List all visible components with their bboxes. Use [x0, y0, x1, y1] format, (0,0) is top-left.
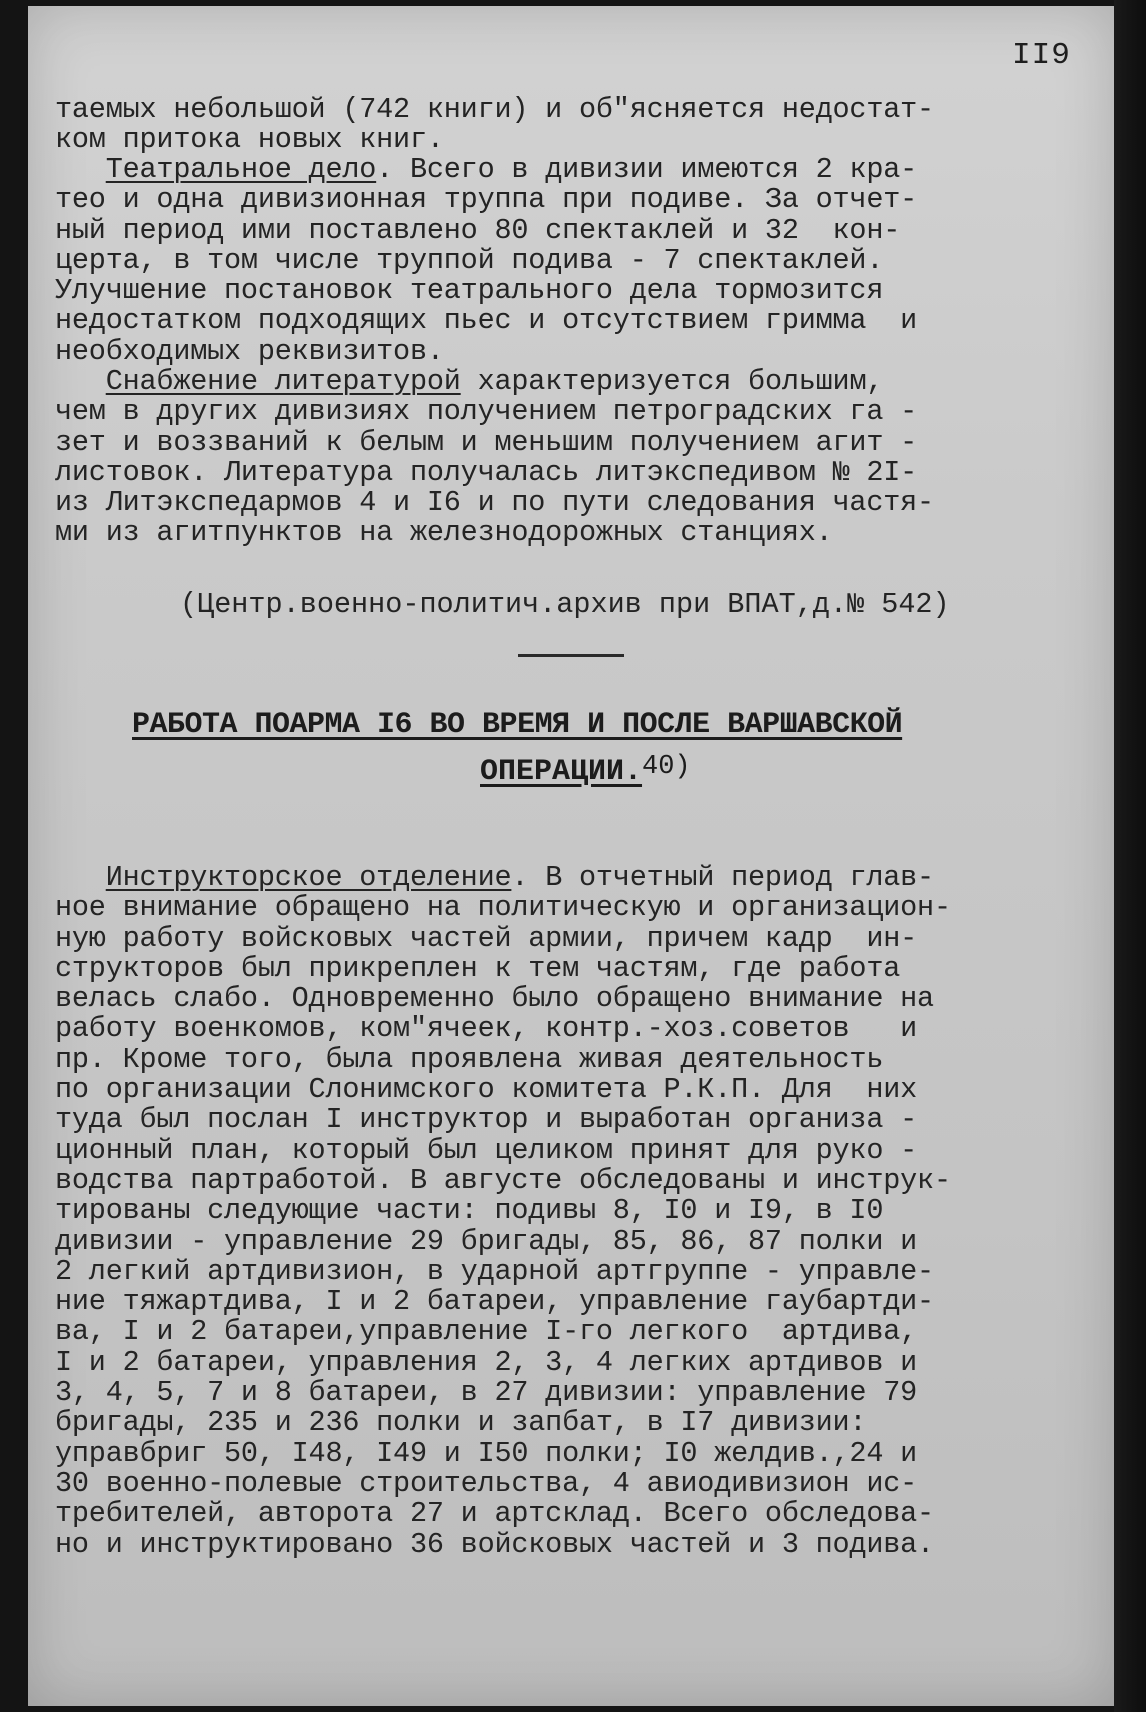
text-line: но и инструктировано 36 войсковых частей и 3 подива.: [55, 1527, 934, 1561]
text-line: управбриг 50, I48, I49 и I50 полки; I0 желдив.,24 и: [55, 1436, 918, 1470]
text-line: таемых небольшой (742 книги) и об"ясняется недостат-: [55, 93, 934, 126]
theatre-heading: Театральное дело: [105, 153, 377, 186]
text-line: туда был послан I инструктор и выработан организа -: [55, 1103, 918, 1137]
text-line: ком притока новых книг.: [55, 123, 444, 157]
scan-edge: [1114, 0, 1146, 1712]
page-number: II9: [1012, 38, 1071, 73]
text-line: тированы следующие части: подивы 8, I0 и I9, в I0: [55, 1194, 884, 1228]
text-line: характеризуется большим,: [460, 365, 884, 398]
text-line: работу военкомов, ком"ячеек, контр.-хоз.советов и: [55, 1012, 918, 1046]
text-line: чем в других дивизиях получением петроградских га -: [55, 395, 918, 429]
section-title-line1: РАБОТА ПОАРМА I6 ВО ВРЕМЯ И ПОСЛЕ ВАРШАВСКОЙ: [132, 708, 903, 742]
text-line: требителей, авторота 27 и артсклад. Всего обследова-: [55, 1497, 934, 1531]
section-title-line2: [480, 752, 691, 789]
text-line: пр. Кроме того, была проявлена живая деятельность: [55, 1042, 884, 1076]
supply-heading: Снабжение литературой: [105, 365, 461, 398]
paragraph-instructor-department: [55, 863, 1097, 1560]
text-line: Улучшение постановок театрального дела тормозится: [55, 274, 884, 308]
text-line: церта, в том числе труппой подива - 7 спектаклей.: [55, 243, 884, 277]
section-divider: [518, 654, 624, 657]
text-line: . Всего в дивизии имеются 2 кра-: [376, 153, 918, 186]
text-line: зет и воззваний к белым и меньшим получением агит -: [55, 425, 918, 459]
text-line: ние тяжартдива, I и 2 батареи, управление гаубартди-: [55, 1285, 934, 1319]
text-line: 2 легкий артдивизион, в ударной артгруппе - управле-: [55, 1254, 934, 1288]
text-line: по организации Слонимского комитета Р.К.П. Для них: [55, 1073, 918, 1107]
text-line: ми из агитпунктов на железнодорожных станциях.: [55, 516, 833, 550]
text-line: водства партработой. В августе обследованы и инструк-: [55, 1163, 951, 1197]
text-line: дивизии - управление 29 бригады, 85, 86, 87 полки и: [55, 1224, 918, 1258]
text-line: . В отчетный период глав-: [511, 861, 934, 894]
text-line: из Литэкспедармов 4 и I6 и по пути следования частя-: [55, 486, 934, 520]
text-line: 3, 4, 5, 7 и 8 батареи, в 27 дивизии: управление 79: [55, 1376, 918, 1410]
text-line: велась слабо. Одновременно было обращено внимание на: [55, 982, 934, 1016]
text-line: структоров был прикреплен к тем частям, где работа: [55, 951, 901, 985]
instructor-heading: Инструкторское отделение: [105, 861, 512, 894]
text-line: 30 военно-полевые строительства, 4 авиодивизион ис-: [55, 1466, 918, 1500]
section-title-word: ОПЕРАЦИИ.: [480, 755, 643, 789]
text-line: необходимых реквизитов.: [55, 334, 444, 368]
paragraph-theatre: [55, 155, 1097, 367]
text-line: недостатком подходящих пьес и отсутствием гримма и: [55, 304, 918, 338]
text-line: I и 2 батареи, управления 2, 3, 4 легких артдивов и: [55, 1345, 918, 1379]
paragraph-library-end: [55, 95, 1097, 156]
text-line: листовок. Литература получалась литэкспедивом № 2I-: [55, 455, 918, 489]
archive-source: (Центр.военно-политич.архив при ВПАТ,д.№ 542): [180, 588, 950, 621]
text-line: ное внимание обращено на политическую и организацион-: [55, 891, 951, 925]
paragraph-literature-supply: [55, 367, 1097, 549]
text-line: тео и одна дивизионная труппа при подиве. За отчет-: [55, 183, 918, 217]
footnote-marker: 40): [642, 752, 691, 782]
text-line: ва, I и 2 батареи,управление I-го легкого артдива,: [55, 1315, 918, 1349]
text-line: ционный план, который был целиком принят для руко -: [55, 1133, 918, 1167]
text-line: бригады, 235 и 236 полки и запбат, в I7 дивизии:: [55, 1406, 867, 1440]
text-line: ную работу войсковых частей армии, причем кадр ин-: [55, 921, 918, 955]
text-line: ный период ими поставлено 80 спектаклей и 32 кон-: [55, 213, 901, 247]
